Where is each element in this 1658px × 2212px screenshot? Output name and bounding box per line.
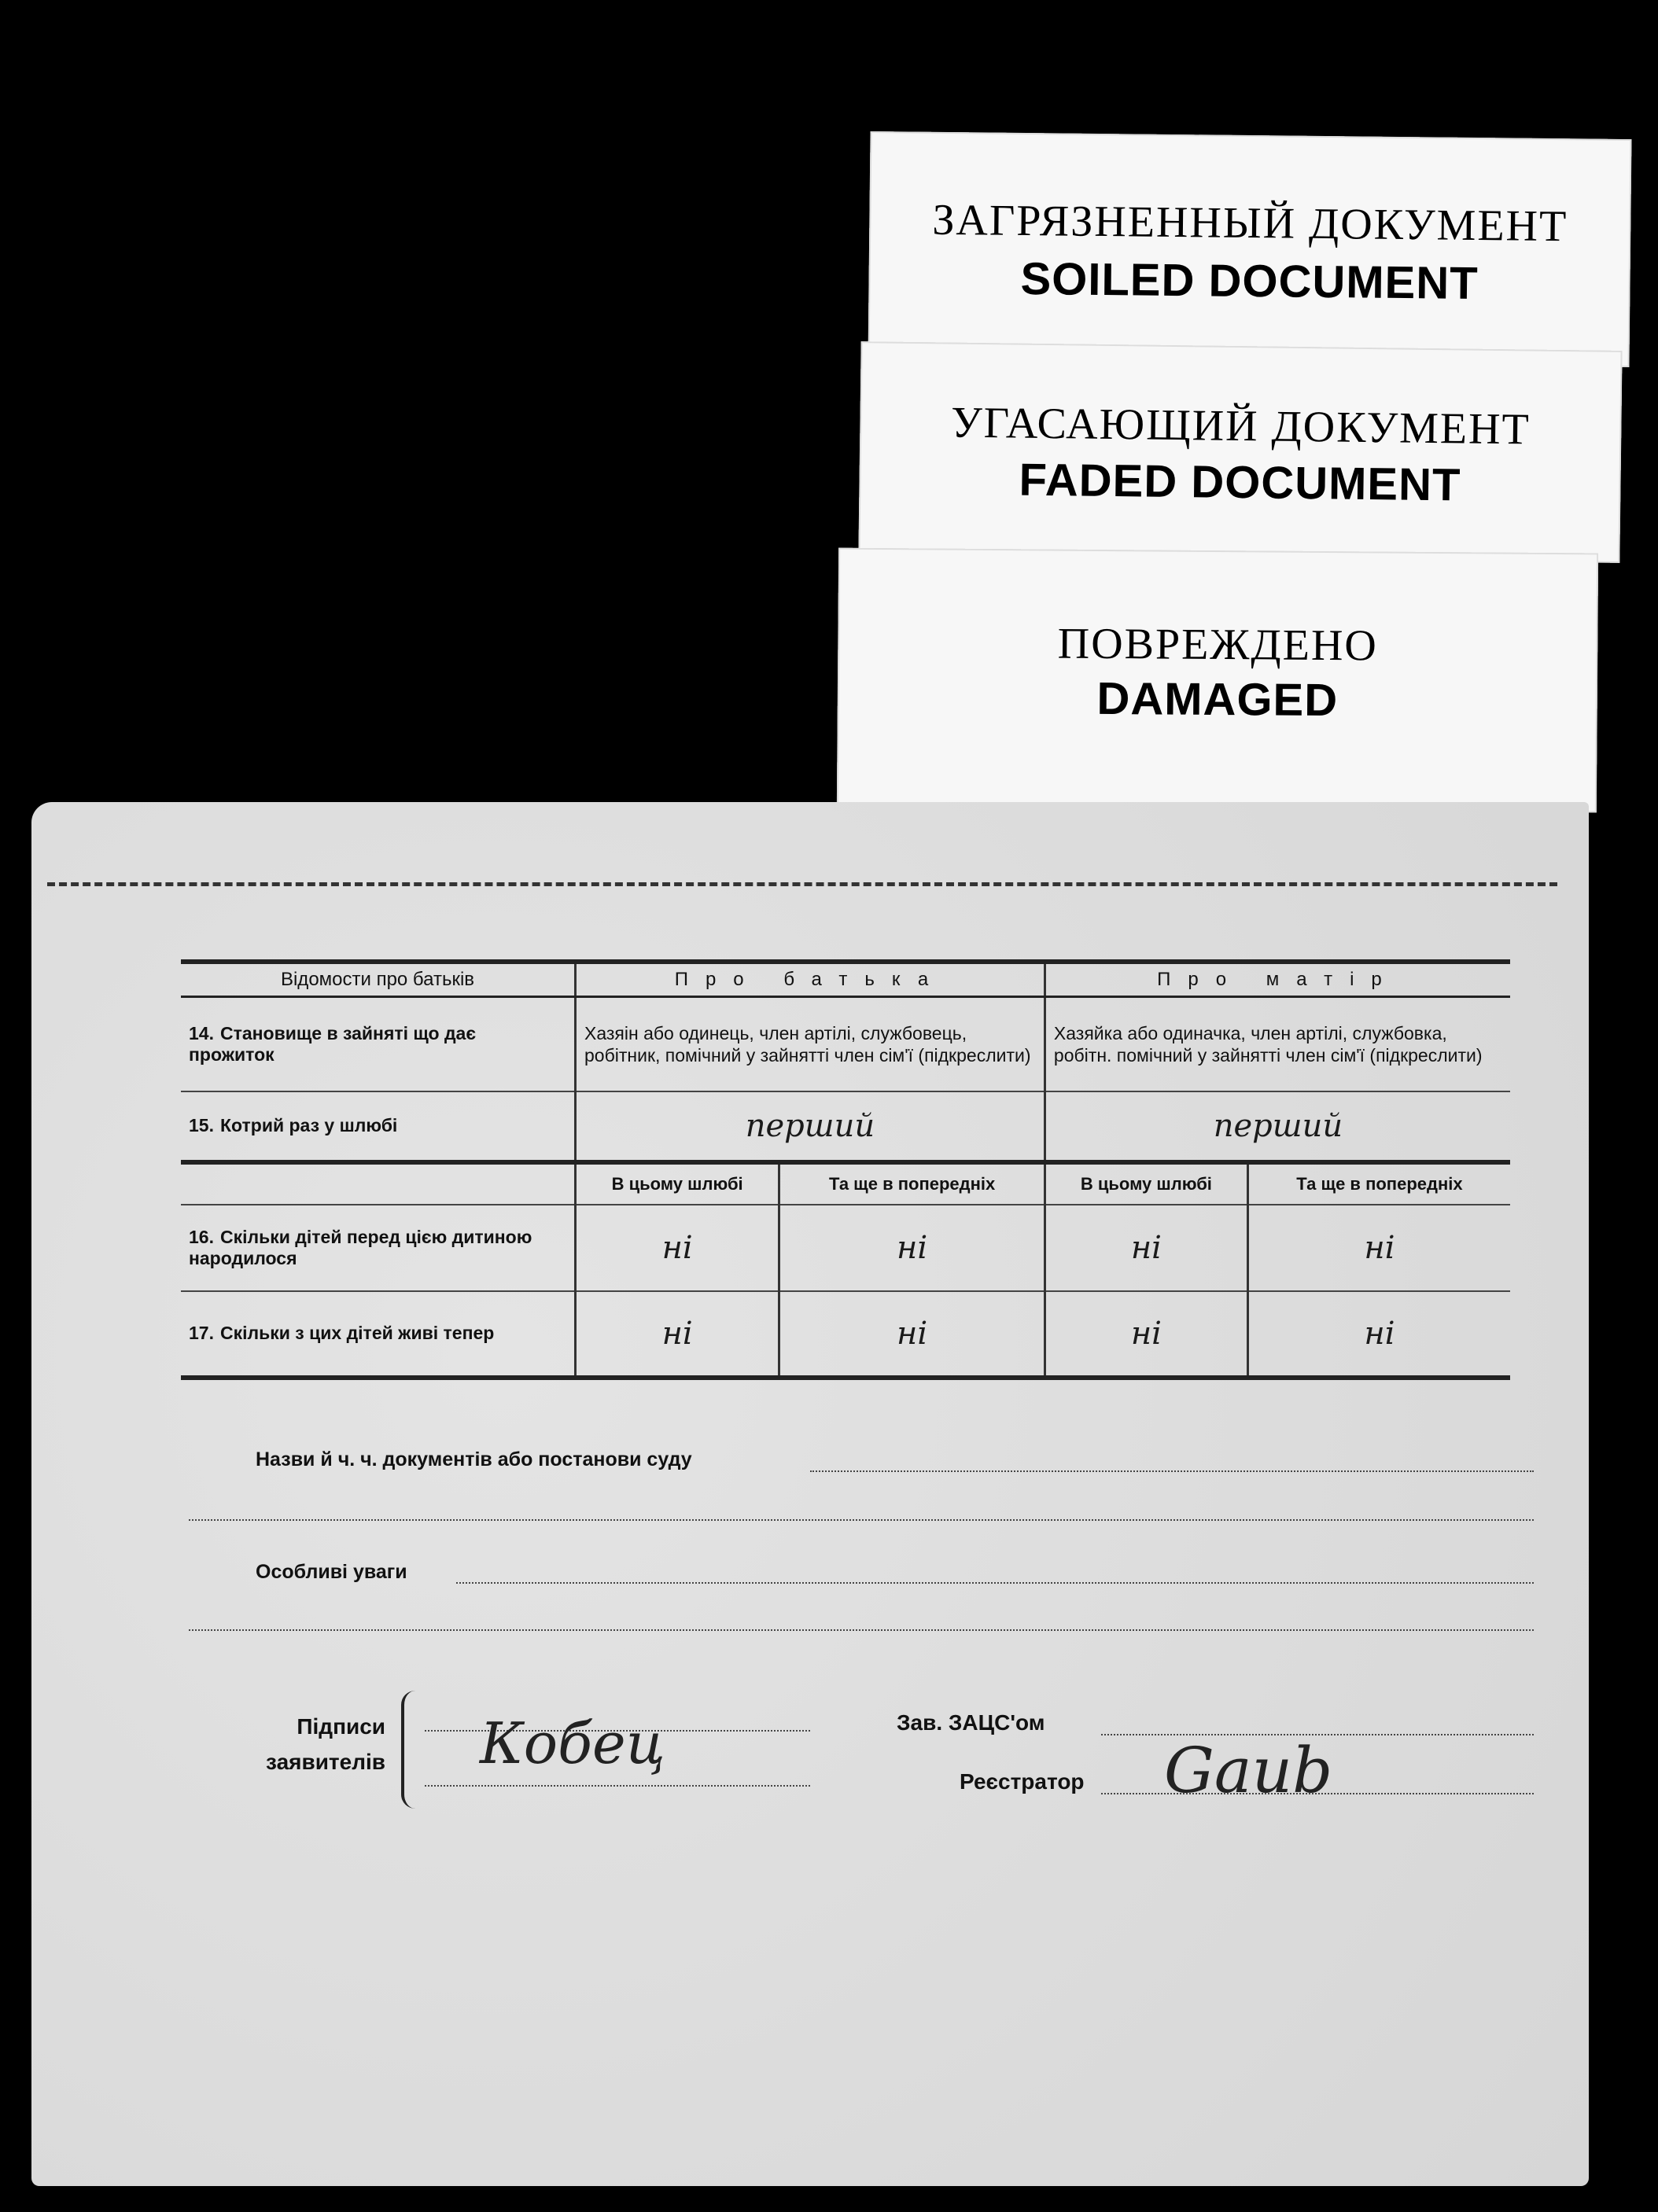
- row-14-father: Хазяін або одинець, член артілі, службовець, робітник, помічний у зайнятті член сім'ї (підкреслити): [576, 997, 1045, 1091]
- registrar-signature: Gaub: [1164, 1734, 1333, 1807]
- subheader-father-current: В цьому шлюбі: [576, 1162, 779, 1205]
- faded-label-en: FADED DOCUMENT: [1019, 454, 1461, 511]
- subheader-mother-previous: Та ще в попередніх: [1247, 1162, 1510, 1205]
- row-16-value-3: ні: [1045, 1205, 1247, 1291]
- row-17-value-3: ні: [1045, 1291, 1247, 1378]
- row-15-number: 15.: [189, 1115, 214, 1135]
- row-16-value-4: ні: [1247, 1205, 1510, 1291]
- row-17-value-1: ні: [576, 1291, 779, 1378]
- row-16-number: 16.: [189, 1226, 214, 1247]
- table-row-16: [181, 1205, 1510, 1291]
- faded-label-ru: УГАСАЮЩИЙ ДОКУМЕНТ: [950, 398, 1531, 455]
- applicant-signature: Кобец: [480, 1710, 665, 1776]
- header-father: Про батька: [576, 962, 1045, 997]
- notes-label: Особливі уваги: [256, 1561, 407, 1583]
- row-17-value-4: ні: [1247, 1291, 1510, 1378]
- header-parents-info: Відомости про батьків: [181, 962, 576, 997]
- soiled-document-label: [868, 131, 1632, 367]
- table-row-17: [181, 1291, 1510, 1378]
- row-14-number: 14.: [189, 1022, 214, 1043]
- documents-label: Назви й ч. ч. документів або постанови суду: [256, 1448, 692, 1470]
- head-of-registry-label: Зав. ЗАЦС'ом: [897, 1710, 1045, 1735]
- row-16-value-2: ні: [779, 1205, 1045, 1291]
- damaged-label-ru: ПОВРЕЖДЕНО: [1057, 619, 1379, 671]
- registrar-label: Реєстратор: [960, 1769, 1085, 1794]
- table-row-14: [181, 997, 1510, 1091]
- row-15-label: Котрий раз у шлюбі: [219, 1115, 398, 1135]
- documents-dotted-line-2: [189, 1519, 1534, 1521]
- faded-document-label: [858, 341, 1622, 563]
- documents-dotted-line: [810, 1470, 1534, 1472]
- row-15-mother-value: перший: [1045, 1091, 1510, 1162]
- perforation-line: [47, 882, 1557, 886]
- row-17-value-2: ні: [779, 1291, 1045, 1378]
- damaged-document-label: [837, 548, 1598, 813]
- row-16-value-1: ні: [576, 1205, 779, 1291]
- damaged-label-en: DAMAGED: [1096, 672, 1339, 727]
- notes-dotted-line: [456, 1582, 1534, 1584]
- row-14-mother: Хазяйка або одиначка, член артілі, службовка, робітн. помічний у зайнятті член сім'ї (підкреслити): [1045, 997, 1510, 1091]
- row-17-label: Скільки з цих дітей живі тепер: [219, 1323, 495, 1343]
- table-subheader-row: [181, 1162, 1510, 1205]
- registration-form-card: [31, 802, 1589, 2186]
- signature-brace: [401, 1691, 428, 1809]
- row-17-number: 17.: [189, 1323, 214, 1343]
- applicant-signature-line-2: [425, 1785, 810, 1787]
- notes-dotted-line-2: [189, 1629, 1534, 1631]
- table-header-row: [181, 962, 1510, 997]
- row-16-label: Скільки дітей перед цією дитиною народилося: [189, 1226, 532, 1268]
- header-mother: Про матір: [1045, 962, 1510, 997]
- row-15-father-value: перший: [576, 1091, 1045, 1162]
- soiled-label-ru: ЗАГРЯЗНЕННЫЙ ДОКУМЕНТ: [932, 195, 1568, 252]
- subheader-mother-current: В цьому шлюбі: [1045, 1162, 1247, 1205]
- applicants-signature-label-1: Підписи: [297, 1714, 385, 1739]
- parents-info-table: [181, 959, 1510, 1380]
- applicants-signature-label-2: заявителів: [266, 1750, 385, 1774]
- subheader-father-previous: Та ще в попередніх: [779, 1162, 1045, 1205]
- soiled-label-en: SOILED DOCUMENT: [1020, 252, 1479, 310]
- table-row-15: [181, 1091, 1510, 1162]
- row-14-label: Становище в зайняті що дає прожиток: [189, 1022, 477, 1065]
